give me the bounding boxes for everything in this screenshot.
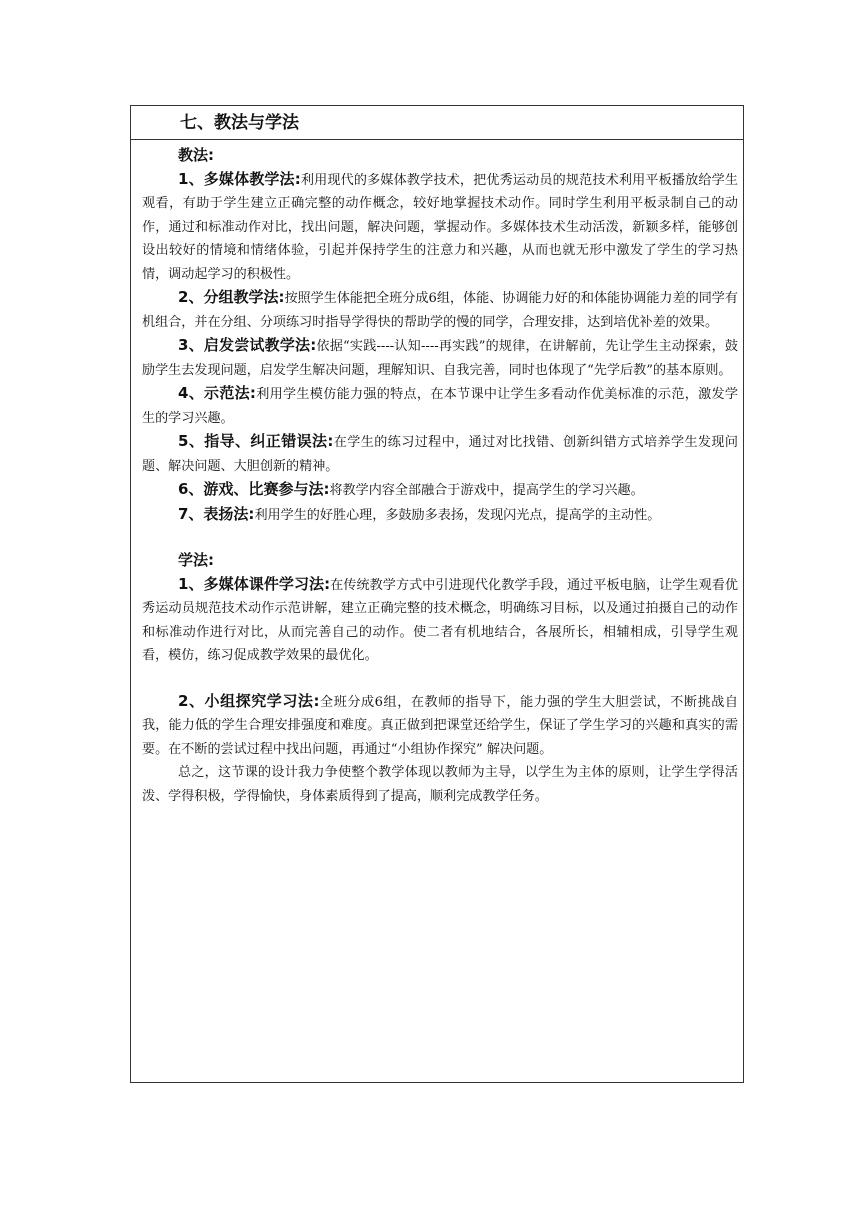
teaching-method-5 (142, 430, 738, 478)
method-label: 7、表扬法: (178, 504, 255, 523)
method-text: 将教学内容全部融合于游戏中，提高学生的学习兴趣。 (329, 483, 644, 498)
section-title: 七、教法与学法 (131, 106, 743, 140)
method-text: 在学生的练习过程中，通过对比找错、创新纠错方式培养学生发现问题、解决问题、大胆创新的精神。 (142, 435, 738, 474)
spacer (142, 527, 738, 549)
method-text: 在传统教学方式中引进现代化教学手段，通过平板电脑，让学生观看优秀运动员规范技术动作示范讲解，建立正确完整的技术概念，明确练习目标，以及通过拍摄自己的动作和标准动作进行对比，从而完善自己的动作。使二者有机地结合，各展所长，相辅相成，引导学生观看，模仿，练习促成教学效果的最优化。 (142, 577, 739, 663)
section-content (131, 140, 743, 808)
learning-method-2 (142, 690, 738, 762)
teaching-methods-heading: 教法: (178, 146, 214, 164)
teaching-method-4 (142, 382, 738, 430)
teaching-method-7 (142, 503, 738, 528)
learning-methods-heading: 学法: (178, 551, 214, 569)
teaching-method-1 (142, 168, 738, 287)
summary-paragraph: 总之，这节课的设计我力争使整个教学体现以教师为主导，以学生为主体的原则，让学生学得活泼、学得积极，学得愉快，身体素质得到了提高，顺利完成教学任务。 (142, 765, 738, 804)
teaching-method-2 (142, 286, 738, 334)
spacer (142, 668, 738, 690)
method-label: 2、分组教学法: (178, 288, 285, 306)
method-text: 利用现代的多媒体教学技术，把优秀运动员的规范技术利用平板播放给学生观看，有助于学生建立正确完整的动作概念，较好地掌握技术动作。同时学生利用平板录制自己的动作，通过和标准动作对比，找出问题，解决问题，掌握动作。多媒体技术生动活泼，新颖多样，能够创设出较好的情境和情绪体验，引起并保持学生的注意力和兴趣，从而也就无形中激发了学生的学习热情，调动起学习的积极性。 (142, 172, 739, 282)
method-text: 利用学生模仿能力强的特点，在本节课中让学生多看动作优美标准的示范，激发学生的学习兴趣。 (142, 387, 739, 426)
method-label: 3、启发尝试教学法: (178, 336, 317, 354)
teaching-method-3 (142, 334, 738, 382)
method-text: 全班分成6组，在教师的指导下，能力强的学生大胆尝试，不断挑战自我，能力低的学生合理安排强度和难度。真正做到把课堂还给学生，保证了学生学习的兴趣和真实的需要。在不断的尝试过程中找出问题，再通过“小组协作探究” 解决问题。 (142, 694, 738, 757)
method-text: 利用学生的好胜心理，多鼓励多表扬，发现闪光点，提高学的主动性。 (254, 507, 661, 523)
method-label: 6、游戏、比赛参与法: (178, 480, 330, 498)
method-label: 1、多媒体教学法: (178, 169, 301, 188)
method-text: 依据“实践----认知----再实践”的规律，在讲解前，先让学生主动探索，鼓励学生去发现问题，启发学生解决问题，理解知识、自我完善，同时也体现了“先学后教”的基本原则。 (142, 339, 739, 378)
method-label: 2、小组探究学习法: (178, 691, 320, 710)
teaching-method-6 (142, 478, 738, 503)
lesson-plan-table (130, 105, 744, 1083)
learning-method-1 (142, 573, 738, 668)
method-label: 1、多媒体课件学习法: (178, 574, 331, 593)
method-text: 按照学生体能把全班分成6组，体能、协调能力好的和体能协调能力差的同学有机组合，并在分组、分项练习时指导学得快的帮助学的慢的同学，合理安排，达到培优补差的效果。 (142, 291, 738, 330)
method-label: 4、示范法: (178, 384, 256, 402)
method-label: 5、指导、纠正错误法: (178, 432, 334, 450)
